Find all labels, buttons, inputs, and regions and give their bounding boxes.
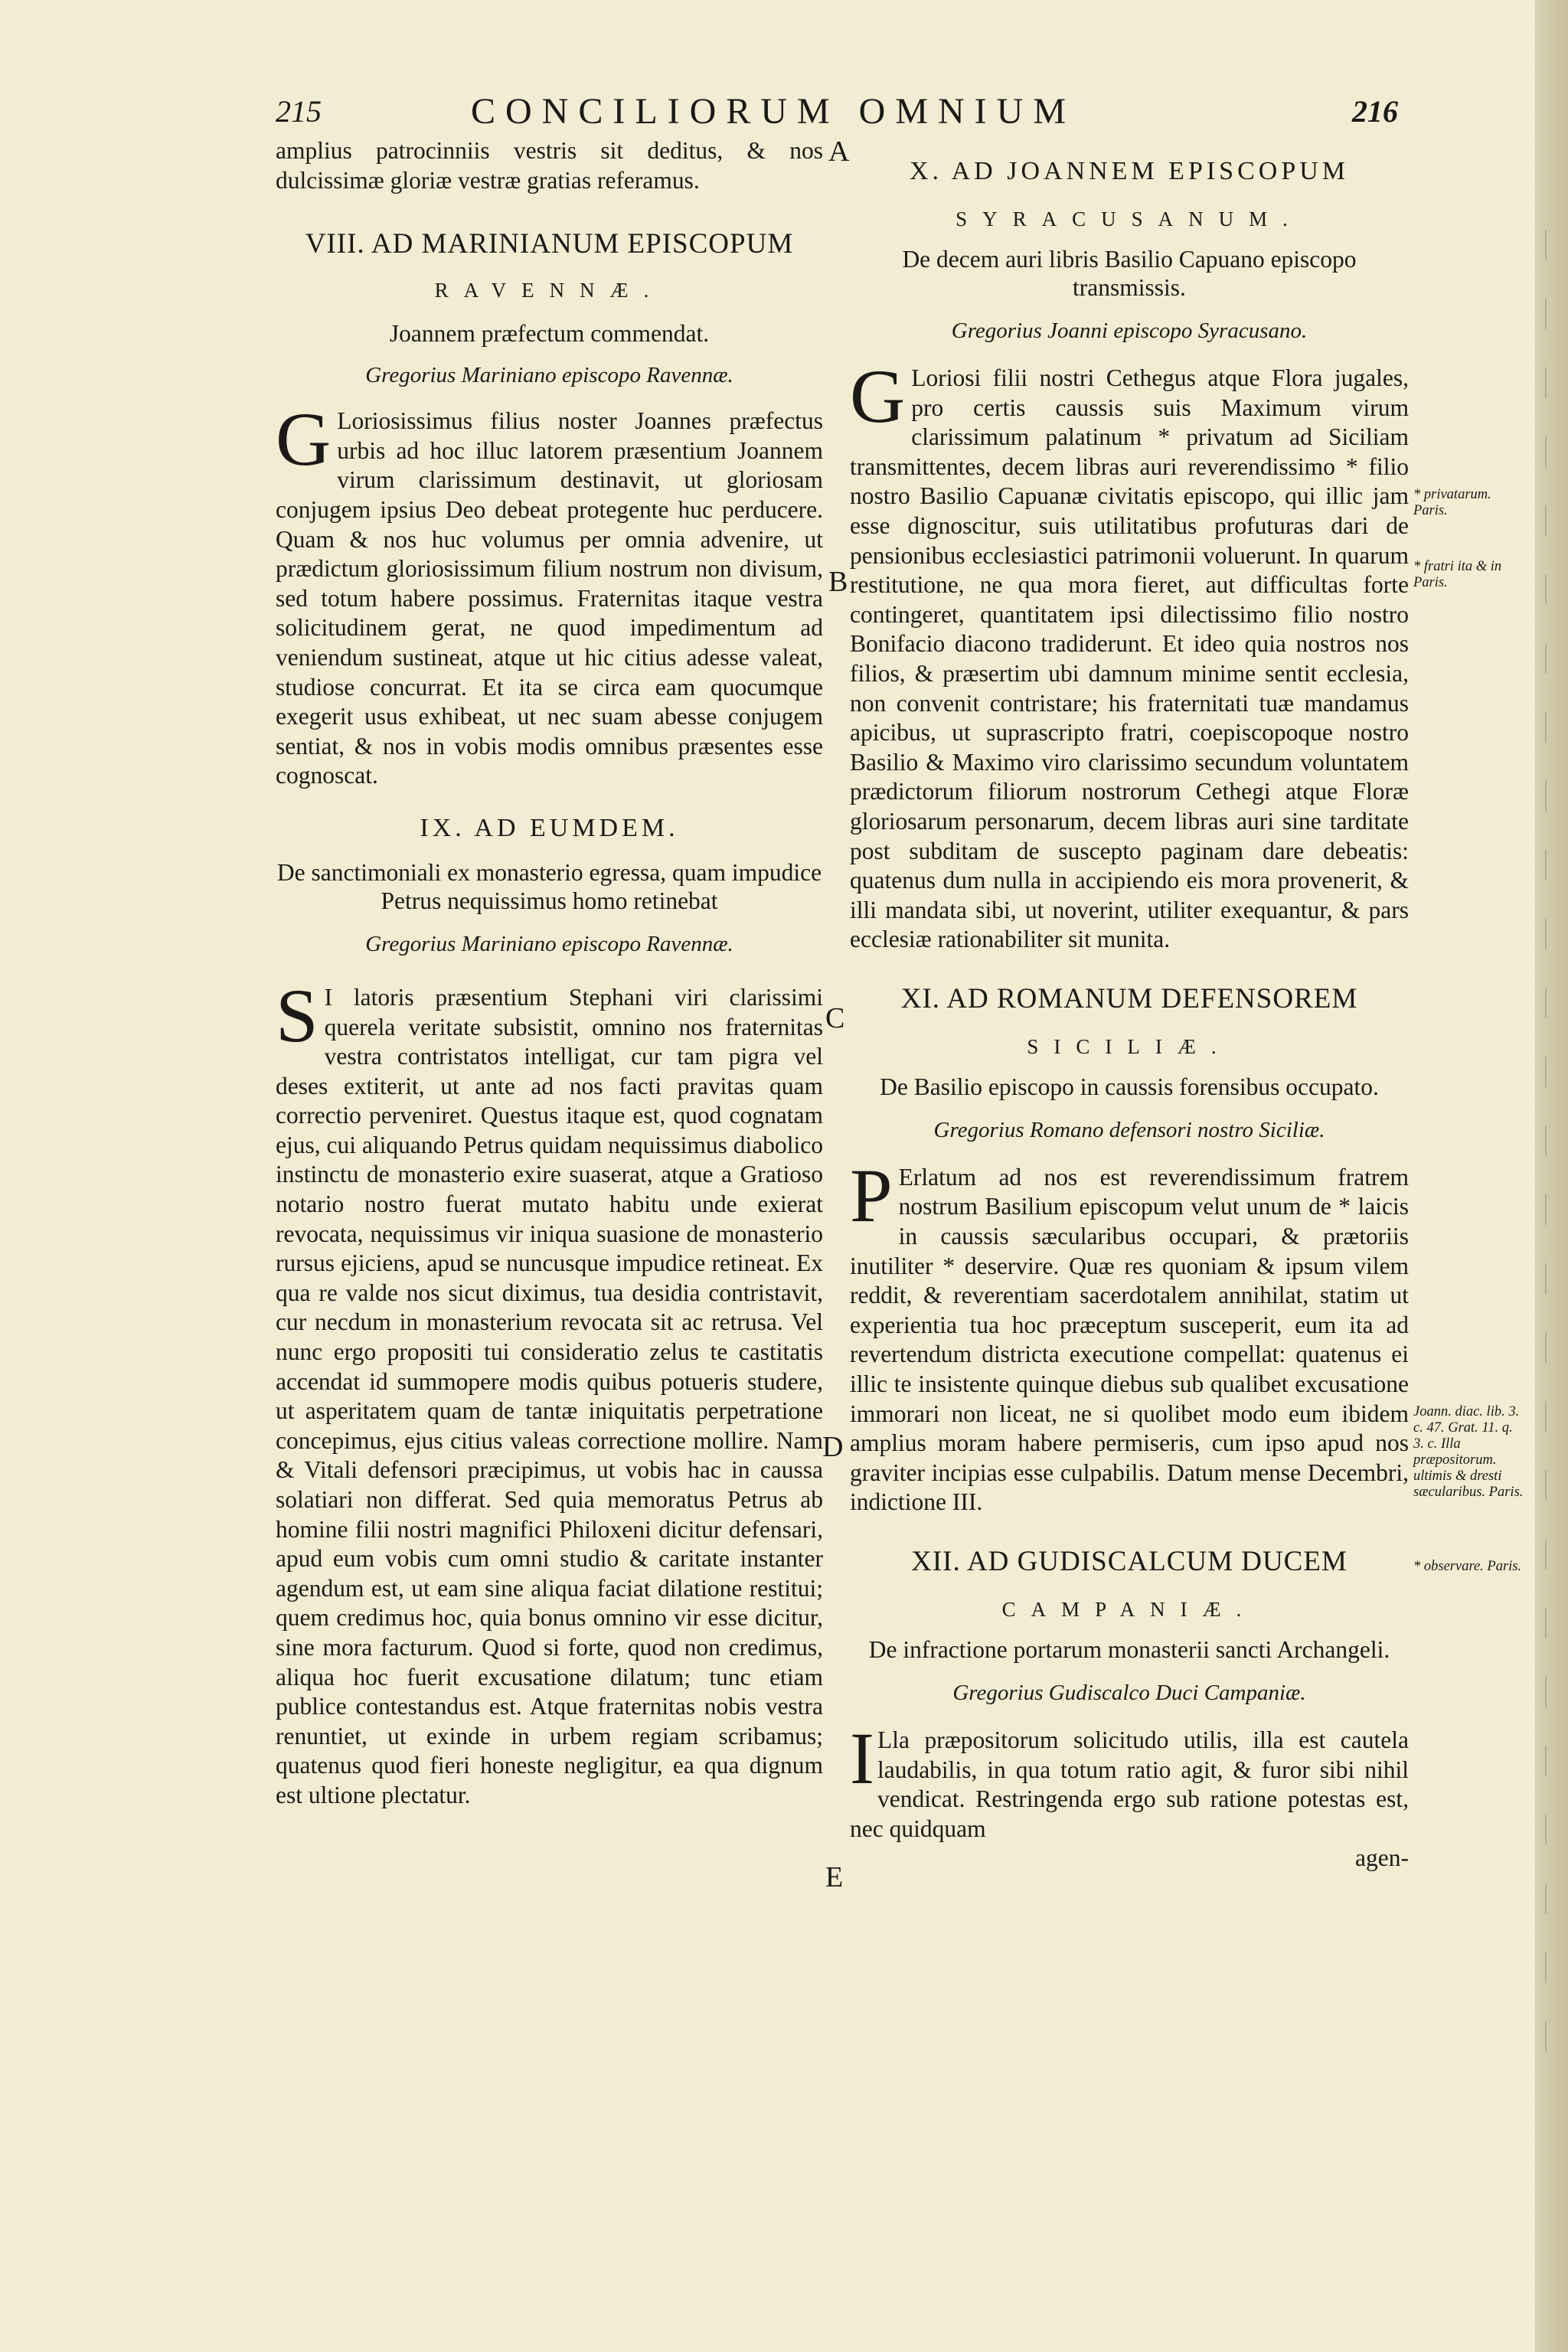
- margin-note: * privatarum. Paris.: [1413, 487, 1491, 518]
- letter-xii-text: Lla præpositorum solicitudo utilis, illa est cautela laudabilis, in qua totum ratio agit, & furor sibi nihil vendicat. Restringenda ergo sub ratione potestas est, nec quidquam: [850, 1726, 1409, 1842]
- drop-cap: G: [850, 354, 906, 439]
- letter-viii-summary: Joannem præfectum commendat.: [389, 320, 710, 348]
- letter-x-recipient: SYRACUSANUM.: [956, 207, 1303, 230]
- drop-cap: I: [850, 1717, 874, 1799]
- letter-ix-salutation: Gregorius Mariniano episcopo Ravennæ.: [365, 931, 733, 956]
- letter-xii-summary: De infractione portarum monasterii sancti Archangeli.: [868, 1636, 1390, 1663]
- section-letter-d: D: [822, 1431, 844, 1463]
- letter-x-salutation: Gregorius Joanni episcopo Syracusano.: [951, 318, 1308, 343]
- letter-xii-recipient: CAMPANIÆ.: [1001, 1598, 1257, 1621]
- section-letter-c: C: [825, 1002, 845, 1034]
- catchword: agen-: [1355, 1844, 1409, 1872]
- letter-x-summary: De decem auri libris Basilio Capuano episcopo transmissis.: [902, 246, 1357, 301]
- right-column: [850, 157, 1409, 1873]
- drop-cap: S: [276, 972, 318, 1058]
- letter-x-text: Loriosi filii nostri Cethegus atque Flora jugales, pro certis caussis suis Maximum virum clarissimum palatinum * privatum ad Siciliam transmittentes, decem libras auri reverendissimo * filio nostro Basilio Capuanæ civitatis episcopo, qui illic jam esse dignoscitur, suis utilitatibus profuturas dari de pensionibus ecclesiastici patrimonii voluerunt. In quarum restitutione, ne qua mora fieret, aut difficultas forte contingeret, quantitatem ipsi dilectissimo filio nostro Bonifacio diacono tradiderunt. Et ideo quia nostros nos filios, & præsertim ubi damnum minime sentit ecclesia, non convenit contristare; his fraternitati tuæ mandamus apicibus, ut suprascripto fratri, coepiscopoque nostro Basilio & Maximo viro clarissimo secundum voluntatem prædictorum filiorum nostrorum Cethegi atque Floræ gloriosarum personarum, decem libras auri sine tarditate post subditam de suscepto paginam dare debeatis: quatenus dum nulla in accipiendo eis mora provenerit, & illi mandata sibi, ut noverint, utiliter exequantur, & pars ecclesiæ rationabiliter sit munita.: [850, 364, 1409, 953]
- letter-ix-text: I latoris præsentium Stephani viri clarissimi querela veritate subsistit, omnino nos fraternitas vestra contristatos intelligat, cur tam pigra vel deses extiterit, ut ante ad nos facti pravitas quam correctio perveniret. Questus itaque est, quod cognatam ejus, cui aliquando Petrus quidam nequissimus diabolico instinctu de monasterio exire suaserat, atque a Gratioso notario nostro fuerat mutato habitu unde exierat revocata, nequissimus vir iniqua suasione de monasterio rursus ejiciens, apud se nuncusque impudice retineat. Ex qua re valde nos sicut diximus, tua desidia contristavit, cur necdum in monasterium revocata sit ac retrusa. Vel nunc ergo propositi tui consideratio zelus te castitatis accendat id summopere modis quibus potueris studere, ut asperitatem quam de tantæ iniquitatis perpetratione concepimus, ejus citius valeas correctione mollire. Nam & Vitali defensori præcipimus, ut vobis hac in caussa solatiari non differat. Sed quia memoratus Petrus ab homine filii nostri magnifici Philoxeni dicitur defensari, apud eum vobis cum omni studio & caritate instanter agendum est, ut eam sine aliqua faciat dilatione restitui; quem credimus hoc, quia bonus omnino vir esse dicitur, sine mora facturum. Quod si forte, quod non credimus, aliqua hoc fuerit excusatione dilatum; tunc etiam publice contestandus est. Atque fraternitas nobis vestra renuntiet, ut exinde in urbem regiam scribamus; quatenus quod fieri honeste negligitur, ea qua dignum est ultione plectatur.: [276, 983, 823, 1808]
- left-column: [276, 136, 823, 1811]
- letter-xii-body: [850, 1717, 1409, 1844]
- letter-xi-summary: De Basilio episcopo in caussis forensibus occupato.: [880, 1073, 1379, 1100]
- margin-note: * fratri ita & in Paris.: [1413, 559, 1502, 590]
- letter-xi-recipient: SICILIÆ.: [1027, 1034, 1232, 1058]
- letter-ix-body: [276, 972, 823, 1811]
- letter-x-title: X. AD JOANNEM EPISCOPUM: [909, 157, 1350, 185]
- letter-xii-title: XII. AD GUDISCALCUM DUCEM: [911, 1546, 1348, 1577]
- letter-ix-summary: De sanctimoniali ex monasterio egressa, quam impudice Petrus nequissimus homo retinebat: [276, 858, 822, 914]
- drop-cap: P: [850, 1152, 893, 1238]
- letter-viii-title: VIII. AD MARINIANUM EPISCOPUM: [305, 228, 794, 260]
- letter-viii-text: Loriosissimus filius noster Joannes præfectus urbis ad hoc illuc latorem præsentium Joannem virum clarissimum destinavit, ut gloriosam conjugem ipsius Deo debeat protegente huc perducere. Quam & nos huc volumus per omnia advenire, ut prædictum gloriosissimum filium nostrum non divisum, sed totum habere possimus. Fraternitas itaque vestra solicitudinem gerat, ne quod impedimentum ad veniendum sustineat, atque ut hic citius adesse valeat, studiose concurrat. Et ita se circa eam quocumque exegerit usus exhibeat, ut nec suam abesse conjugem sentiat, & nos in vobis modis omnibus præsentes esse cognoscat.: [276, 407, 823, 789]
- page-edge-shadow: [1545, 230, 1547, 2067]
- letter-xi-body: [850, 1152, 1409, 1517]
- section-letter-e: E: [825, 1861, 844, 1893]
- drop-cap: G: [276, 397, 332, 482]
- page-number-left: 215: [276, 94, 322, 129]
- letter-xi-text: Erlatum ad nos est reverendissimum fratrem nostrum Basilium episcopum velut unum de * laicis in caussis sæcularibus occupari, & prætoriis inutiliter * deservire. Quæ res quoniam & ipsum vilem reddit, & reverentiam sacerdotalem annihilat, statim ut experientia tua hoc præceptum susceperit, eum ita ad revertendum districta executione compellat: quatenus ei illic te insistente quinque diebus sub qualibet excusatione immorari non liceat, ne si quolibet modo eum ibidem amplius moram habere permiseris, cum ipso apud nos graviter incipias esse culpabilis. Datum mense Decembri, indictione III.: [850, 1163, 1409, 1516]
- continuation-text: amplius patrocinniis vestris sit deditus, & nos dulcissimæ gloriæ vestræ gratias referamus.: [276, 137, 823, 194]
- letter-xii-salutation: Gregorius Gudiscalco Duci Campaniæ.: [952, 1681, 1306, 1705]
- margin-note: Joann. diac. lib. 3. c. 47. Grat. 11. q. 3. c. Illa præpositorum. ultimis & dresti sæcularibus. Paris.: [1413, 1404, 1524, 1500]
- letter-viii-recipient: RAVENNÆ.: [434, 279, 665, 302]
- letter-ix-title: IX. AD EUMDEM.: [420, 813, 679, 842]
- letter-xi-salutation: Gregorius Romano defensori nostro Siciliæ.: [933, 1117, 1325, 1142]
- page-edge: [1535, 0, 1568, 2352]
- letter-x-body: [850, 354, 1409, 955]
- running-title: CONCILIORUM OMNIUM: [470, 91, 1076, 132]
- section-letter-b: B: [828, 566, 848, 598]
- section-letter-a: A: [828, 136, 850, 168]
- page-number-right: 216: [1352, 94, 1398, 129]
- margin-note: * observare. Paris.: [1413, 1559, 1522, 1574]
- letter-xi-title: XI. AD ROMANUM DEFENSOREM: [900, 982, 1358, 1014]
- letter-viii-body: [276, 397, 823, 791]
- letter-viii-salutation: Gregorius Mariniano episcopo Ravennæ.: [365, 363, 733, 388]
